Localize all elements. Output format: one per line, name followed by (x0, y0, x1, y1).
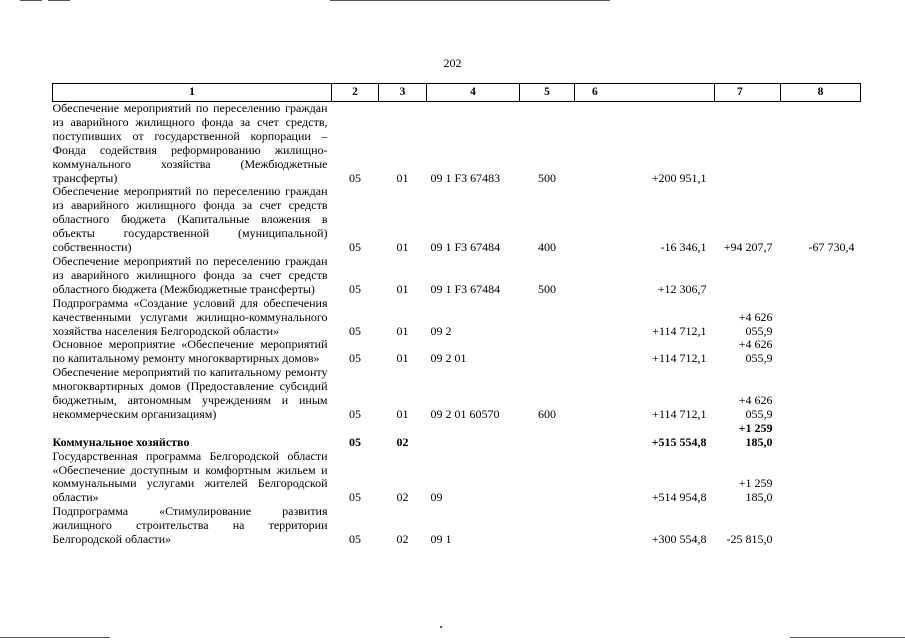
row-subsection-cell: 02 (396, 434, 409, 449)
scan-artifact-top-left-2 (48, 0, 70, 1)
row-amount-col8-cell (781, 450, 861, 506)
row-name-cell: Обеспечение мероприятий по переселению граждан из аварийного жилищного фонда за счет средств, поступивших от государственной корпорации – Фонда содействия реформированию жилищно-коммунального хозяйства (Межбюджетные трансферты) (52, 101, 328, 185)
row-amount-col6-cell: +300 554,8 (651, 532, 707, 547)
row-expense-type-cell (520, 338, 575, 366)
row-name-cell: Обеспечение мероприятий по переселению граждан из аварийного жилищного фонда за счет средств областного бюджета (Межбюджетные трансферты) (52, 253, 328, 296)
table-row (53, 338, 861, 366)
row-expense-type-cell (520, 450, 575, 506)
page-number: 202 (443, 56, 462, 70)
row-amount-col7-cell (715, 102, 781, 186)
row-section-cell: 05 (349, 351, 361, 366)
row-target-code-cell: 09 2 01 (430, 351, 467, 366)
row-section-cell: 05 (349, 240, 361, 255)
row-amount-col6-cell: +12 306,7 (657, 281, 707, 296)
row-expense-type-cell: 400 (538, 240, 556, 255)
row-amount-col7-cell: +4 626 055,9 (738, 309, 773, 338)
row-expense-type-cell (520, 422, 575, 450)
row-amount-col8-cell (781, 366, 861, 422)
scan-artifact-top-center (330, 0, 610, 1)
scan-artifact-bottom-right (790, 637, 905, 638)
row-expense-type-cell: 500 (538, 281, 556, 296)
row-expense-type-cell: 500 (538, 170, 556, 185)
row-section-cell: 05 (349, 170, 361, 185)
row-expense-type-cell (520, 297, 575, 339)
scan-speck (440, 626, 442, 628)
col-header-8: 8 (781, 84, 861, 102)
row-subsection-cell: 01 (396, 406, 409, 421)
table-row (53, 255, 861, 297)
row-subsection-cell: 01 (396, 281, 409, 296)
row-amount-col7-cell: +4 626 055,9 (738, 337, 773, 366)
row-amount-col6-cell: +514 954,8 (651, 490, 707, 505)
row-name-cell: Подпрограмма «Создание условий для обеспечения качественными услугами жилищно-коммунального хозяйства населения Белгородской области» (52, 295, 328, 338)
row-name-cell: Подпрограмма «Стимулирование развития жилищного строительства на территории Белгородской области» (52, 504, 328, 547)
table-row (53, 450, 861, 506)
row-target-code-cell: 09 1 F3 67484 (430, 240, 501, 255)
row-amount-col6-cell: +114 712,1 (652, 323, 707, 338)
row-target-code-cell: 09 (430, 490, 443, 505)
row-target-code-cell: 09 2 (430, 323, 452, 338)
row-target-code-cell: 09 1 F3 67483 (430, 170, 501, 185)
row-amount-col7-cell: -25 815,0 (726, 532, 773, 547)
row-amount-col8-cell (781, 422, 861, 450)
row-subsection-cell: 01 (396, 323, 409, 338)
row-amount-col6-cell: +200 951,1 (651, 170, 707, 185)
col-header-4: 4 (427, 84, 520, 102)
row-target-code-cell: 09 1 (430, 532, 452, 547)
row-target-code-cell (427, 422, 520, 450)
budget-table (52, 83, 861, 547)
row-section-cell: 05 (349, 532, 361, 547)
row-name-cell: Государственная программа Белгородской области «Обеспечение доступным и комфортным жильем и коммунальными услугами жителей Белгородской области» (52, 448, 328, 505)
col-header-5: 5 (520, 84, 575, 102)
table-row (53, 102, 861, 186)
row-amount-col6-cell: -16 346,1 (660, 240, 707, 255)
row-target-code-cell: 09 1 F3 67484 (430, 281, 501, 296)
row-section-cell: 05 (349, 406, 361, 421)
row-subsection-cell: 02 (396, 532, 409, 547)
row-amount-col8-cell (781, 505, 861, 547)
row-amount-col8-cell (781, 102, 861, 186)
table-row (53, 366, 861, 422)
col-header-3: 3 (379, 84, 427, 102)
row-amount-col8-cell (781, 255, 861, 297)
row-subsection-cell: 01 (396, 351, 409, 366)
row-subsection-cell: 01 (396, 170, 409, 185)
row-amount-col8-cell (781, 338, 861, 366)
col-header-2: 2 (332, 84, 379, 102)
row-amount-col6-cell: +515 554,8 (651, 434, 707, 449)
table-row (53, 422, 861, 450)
scan-artifact-bottom-left (0, 637, 110, 638)
row-name-cell: Обеспечение мероприятий по переселению граждан из аварийного жилищного фонда за счет средств областного бюджета (Капитальные вложения в объекты государственной (муниципальной) собственности) (52, 184, 328, 255)
row-section-cell: 05 (349, 281, 361, 296)
table-row (53, 505, 861, 547)
col-header-1: 1 (53, 84, 332, 102)
row-expense-type-cell (520, 505, 575, 547)
table-row (53, 297, 861, 339)
col-header-7: 7 (715, 84, 781, 102)
row-section-cell: 05 (349, 323, 361, 338)
row-subsection-cell: 02 (396, 490, 409, 505)
row-amount-col8-cell: -67 730,4 (808, 240, 855, 255)
row-amount-col7-cell: +94 207,7 (723, 240, 773, 255)
col-header-6: 6 (575, 84, 715, 102)
row-amount-col7-cell: +4 626 055,9 (738, 393, 773, 421)
row-amount-col7-cell: +1 259 185,0 (738, 420, 773, 449)
table-row (53, 185, 861, 255)
row-amount-col6-cell: +114 712,1 (652, 351, 707, 366)
row-subsection-cell: 01 (396, 240, 409, 255)
scan-artifact-top-left (20, 0, 42, 1)
row-section-cell: 05 (349, 434, 361, 449)
row-section-cell: 05 (349, 490, 361, 505)
row-amount-col8-cell (781, 297, 861, 339)
row-amount-col7-cell (715, 255, 781, 297)
row-amount-col6-cell: +114 712,1 (652, 406, 707, 421)
row-expense-type-cell: 600 (538, 406, 556, 421)
row-target-code-cell: 09 2 01 60570 (430, 406, 500, 421)
row-amount-col7-cell: +1 259 185,0 (738, 476, 773, 505)
row-name-cell: Коммунальное хозяйство (52, 434, 190, 449)
row-name-cell: Основное мероприятие «Обеспечение мероприятий по капитальному ремонту многоквартирных домов» (52, 337, 328, 366)
row-name-cell: Обеспечение мероприятий по капитальному ремонту многоквартирных домов (Предоставление субсидий бюджетным, автономным учреждениям и иным некоммерческим организациям) (52, 365, 328, 421)
header-row (53, 84, 861, 102)
